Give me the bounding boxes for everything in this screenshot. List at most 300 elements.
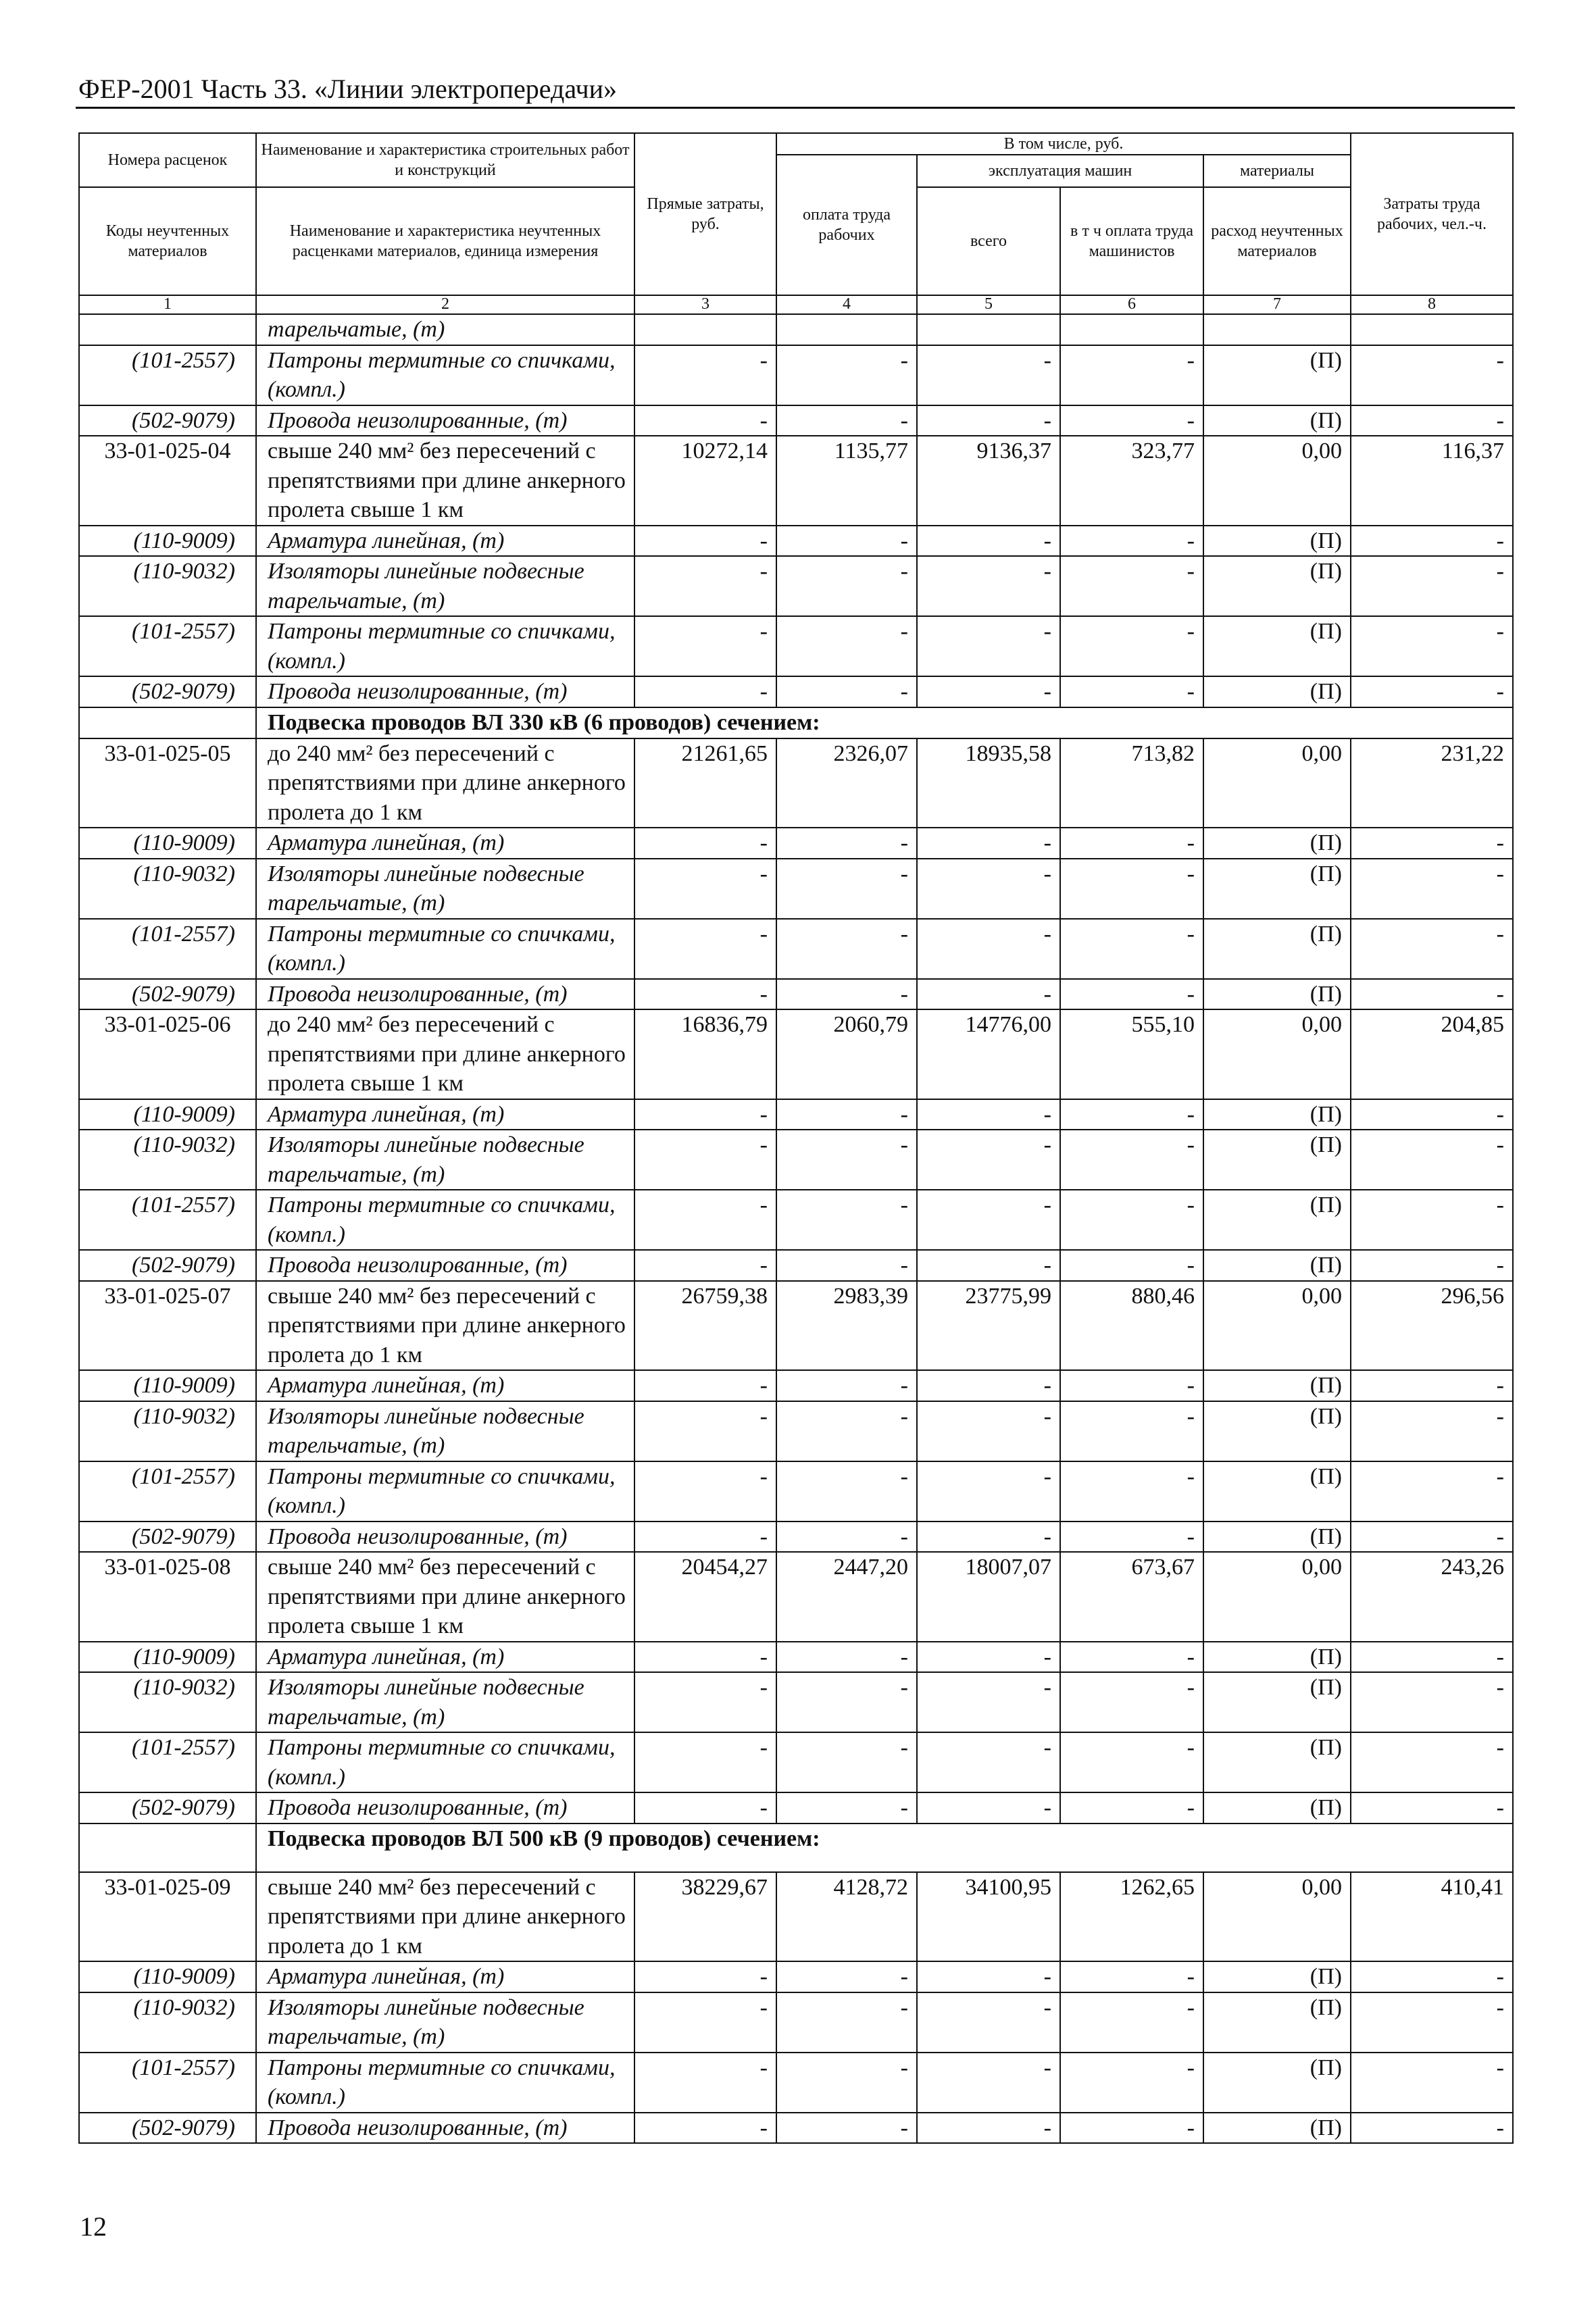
value-cell-col7: 0,00	[1203, 436, 1351, 526]
work-description: свыше 240 мм² без пересечений с препятствиями при длине анкерного пролета свыше 1 км	[256, 436, 634, 526]
value-cell-col4: -	[776, 676, 917, 707]
material-row	[79, 1190, 1513, 1250]
material-code: (502-9079)	[79, 1521, 256, 1553]
material-code: (502-9079)	[79, 2113, 256, 2144]
value-cell-col8: -	[1351, 1672, 1513, 1732]
material-code: (101-2557)	[79, 1190, 256, 1250]
value-cell-col3: -	[634, 1521, 776, 1553]
value-cell-col6: 673,67	[1060, 1552, 1203, 1642]
value-cell-col5: -	[917, 1992, 1060, 2053]
value-cell-col5: 23775,99	[917, 1281, 1060, 1371]
value-cell-col4: -	[776, 556, 917, 616]
col-number: 7	[1203, 295, 1351, 314]
value-cell-col6: -	[1060, 859, 1203, 919]
value-cell-col4: -	[776, 1401, 917, 1461]
value-cell-col7: (П)	[1203, 1672, 1351, 1732]
value-cell-col6: -	[1060, 676, 1203, 707]
value-cell-col6: -	[1060, 556, 1203, 616]
value-cell-col7: (П)	[1203, 1099, 1351, 1130]
value-cell-col6: -	[1060, 2113, 1203, 2144]
value-cell-col5: -	[917, 1401, 1060, 1461]
value-cell-col7: (П)	[1203, 919, 1351, 979]
value-cell-col8: -	[1351, 526, 1513, 557]
value-cell-col8: -	[1351, 919, 1513, 979]
value-cell-col8: 243,26	[1351, 1552, 1513, 1642]
value-cell-col7: (П)	[1203, 676, 1351, 707]
value-cell-col5: -	[917, 1130, 1060, 1190]
header-group: В том числе, руб.	[776, 133, 1351, 155]
value-cell-col6: -	[1060, 405, 1203, 436]
value-cell-col3: -	[634, 1130, 776, 1190]
section-heading: Подвеска проводов ВЛ 330 кВ (6 проводов) сечением:	[256, 707, 1513, 738]
value-cell-col6: -	[1060, 1190, 1203, 1250]
material-code: (101-2557)	[79, 345, 256, 405]
value-cell-col4: 1135,77	[776, 436, 917, 526]
material-row	[79, 1461, 1513, 1521]
value-cell-col5: -	[917, 2053, 1060, 2113]
value-cell-col5: -	[917, 919, 1060, 979]
value-cell-col5: -	[917, 1792, 1060, 1823]
value-cell-col3: 38229,67	[634, 1872, 776, 1962]
value-cell-col8: 116,37	[1351, 436, 1513, 526]
material-code: (502-9079)	[79, 1250, 256, 1281]
material-code: (101-2557)	[79, 2053, 256, 2113]
value-cell-col7: (П)	[1203, 1732, 1351, 1792]
value-cell-col7: (П)	[1203, 2053, 1351, 2113]
value-cell-col4: 2060,79	[776, 1009, 917, 1099]
value-cell-col3: -	[634, 345, 776, 405]
material-code: (101-2557)	[79, 1732, 256, 1792]
value-cell-col3: -	[634, 1642, 776, 1673]
value-cell-col5: -	[917, 676, 1060, 707]
value-cell-col7: (П)	[1203, 1992, 1351, 2053]
value-cell-col4: -	[776, 1792, 917, 1823]
value-cell-col4: -	[776, 1961, 917, 1992]
material-name: Изоляторы линейные подвесные тарельчатые, (т)	[256, 1130, 634, 1190]
value-cell-col4: -	[776, 1732, 917, 1792]
value-cell-col4: -	[776, 616, 917, 676]
col-number: 6	[1060, 295, 1203, 314]
value-cell-col8: -	[1351, 405, 1513, 436]
value-cell-col8: -	[1351, 1130, 1513, 1190]
value-cell-col5: 14776,00	[917, 1009, 1060, 1099]
material-name: Изоляторы линейные подвесные тарельчатые, (т)	[256, 1992, 634, 2053]
material-row	[79, 556, 1513, 616]
value-cell-col8: -	[1351, 1370, 1513, 1401]
value-cell-col6: -	[1060, 1099, 1203, 1130]
material-name: Изоляторы линейные подвесные тарельчатые, (т)	[256, 859, 634, 919]
material-name: Провода неизолированные, (т)	[256, 1250, 634, 1281]
value-cell-col4: -	[776, 828, 917, 859]
value-cell-col7: (П)	[1203, 1792, 1351, 1823]
value-cell-col4: 2447,20	[776, 1552, 917, 1642]
value-cell-col8: -	[1351, 1521, 1513, 1553]
material-row	[79, 1792, 1513, 1823]
material-name: Изоляторы линейные подвесные тарельчатые, (т)	[256, 556, 634, 616]
value-cell-col3: -	[634, 526, 776, 557]
value-cell-col4: -	[776, 1521, 917, 1553]
value-cell-col7: (П)	[1203, 1130, 1351, 1190]
material-row	[79, 526, 1513, 557]
header-col5: всего	[917, 187, 1060, 295]
header-col7: расход неучтенных материалов	[1203, 187, 1351, 295]
value-cell-col5: -	[917, 1642, 1060, 1673]
value-cell-col4: 4128,72	[776, 1872, 917, 1962]
material-code: (110-9009)	[79, 828, 256, 859]
value-cell-col6: 323,77	[1060, 436, 1203, 526]
price-code: 33-01-025-04	[79, 436, 256, 526]
value-cell-col5: 18935,58	[917, 738, 1060, 828]
section-code-cell	[79, 707, 256, 738]
price-row	[79, 1009, 1513, 1099]
material-row	[79, 1992, 1513, 2053]
header-col3: Прямые затраты, руб.	[634, 133, 776, 295]
value-cell-col4: -	[776, 526, 917, 557]
value-cell-col8: -	[1351, 2113, 1513, 2144]
value-cell-col6: -	[1060, 1961, 1203, 1992]
column-numbers-row	[79, 295, 1513, 314]
value-cell-col6: -	[1060, 1521, 1203, 1553]
material-name: Провода неизолированные, (т)	[256, 676, 634, 707]
col-number: 1	[79, 295, 256, 314]
col-number: 5	[917, 295, 1060, 314]
material-name: Патроны термитные со спичками, (компл.)	[256, 1732, 634, 1792]
value-cell-col4: -	[776, 919, 917, 979]
value-cell-col4: -	[776, 405, 917, 436]
material-code: (502-9079)	[79, 979, 256, 1010]
price-code: 33-01-025-05	[79, 738, 256, 828]
value-cell-col3: -	[634, 556, 776, 616]
value-cell-col3: -	[634, 1099, 776, 1130]
value-cell-col4	[776, 314, 917, 345]
material-row	[79, 345, 1513, 405]
material-name: Изоляторы линейные подвесные тарельчатые, (т)	[256, 1672, 634, 1732]
value-cell-col6	[1060, 314, 1203, 345]
value-cell-col6: -	[1060, 1992, 1203, 2053]
value-cell-col5: -	[917, 1961, 1060, 1992]
value-cell-col5: -	[917, 1190, 1060, 1250]
material-row	[79, 616, 1513, 676]
value-cell-col8: -	[1351, 1401, 1513, 1461]
value-cell-col3: -	[634, 1401, 776, 1461]
header-machines: эксплуатация машин	[917, 155, 1203, 187]
value-cell-col3: -	[634, 2053, 776, 2113]
material-row	[79, 1250, 1513, 1281]
value-cell-col5: -	[917, 1732, 1060, 1792]
material-name: Патроны термитные со спичками, (компл.)	[256, 2053, 634, 2113]
value-cell-col5: -	[917, 859, 1060, 919]
material-code: (110-9009)	[79, 1961, 256, 1992]
value-cell-col4: 2326,07	[776, 738, 917, 828]
page-header-title: ФЕР-2001 Часть 33. «Линии электропередачи»	[78, 74, 618, 104]
material-row	[79, 1521, 1513, 1553]
value-cell-col8: -	[1351, 676, 1513, 707]
material-code: (110-9032)	[79, 1401, 256, 1461]
value-cell-col4: -	[776, 859, 917, 919]
value-cell-col3: -	[634, 1672, 776, 1732]
value-cell-col6: -	[1060, 828, 1203, 859]
material-name: тарельчатые, (т)	[256, 314, 634, 345]
material-name: Изоляторы линейные подвесные тарельчатые, (т)	[256, 1401, 634, 1461]
work-description: свыше 240 мм² без пересечений с препятствиями при длине анкерного пролета до 1 км	[256, 1281, 634, 1371]
value-cell-col3: -	[634, 1250, 776, 1281]
value-cell-col8: -	[1351, 828, 1513, 859]
section-code-cell	[79, 1823, 256, 1872]
value-cell-col8: -	[1351, 1992, 1513, 2053]
col-number: 4	[776, 295, 917, 314]
material-name: Провода неизолированные, (т)	[256, 405, 634, 436]
header-col1-top: Номера расценок	[79, 133, 256, 187]
material-row	[79, 1672, 1513, 1732]
page-number: 12	[80, 2211, 107, 2242]
material-row	[79, 979, 1513, 1010]
value-cell-col4: -	[776, 1992, 917, 2053]
value-cell-col6: -	[1060, 616, 1203, 676]
col-number: 3	[634, 295, 776, 314]
value-cell-col3: -	[634, 1461, 776, 1521]
material-row	[79, 1642, 1513, 1673]
work-description: до 240 мм² без пересечений с препятствиями при длине анкерного пролета до 1 км	[256, 738, 634, 828]
col-number: 2	[256, 295, 634, 314]
value-cell-col7: (П)	[1203, 556, 1351, 616]
value-cell-col5: -	[917, 1672, 1060, 1732]
material-row	[79, 1370, 1513, 1401]
value-cell-col4: -	[776, 979, 917, 1010]
material-row	[79, 859, 1513, 919]
value-cell-col8: -	[1351, 556, 1513, 616]
value-cell-col8: -	[1351, 979, 1513, 1010]
value-cell-col6: -	[1060, 1461, 1203, 1521]
value-cell-col5: -	[917, 556, 1060, 616]
material-row	[79, 2053, 1513, 2113]
price-row	[79, 1281, 1513, 1371]
material-row	[79, 1732, 1513, 1792]
material-name: Провода неизолированные, (т)	[256, 1792, 634, 1823]
value-cell-col7: (П)	[1203, 1961, 1351, 1992]
value-cell-col6: -	[1060, 1642, 1203, 1673]
value-cell-col5	[917, 314, 1060, 345]
table-body	[79, 314, 1513, 2143]
value-cell-col5: 18007,07	[917, 1552, 1060, 1642]
material-name: Патроны термитные со спичками, (компл.)	[256, 1461, 634, 1521]
value-cell-col6: -	[1060, 1130, 1203, 1190]
value-cell-col5: -	[917, 1461, 1060, 1521]
value-cell-col7: 0,00	[1203, 1281, 1351, 1371]
section-heading-row	[79, 707, 1513, 738]
value-cell-col5: -	[917, 1250, 1060, 1281]
value-cell-col8	[1351, 314, 1513, 345]
value-cell-col5: -	[917, 1370, 1060, 1401]
value-cell-col6: -	[1060, 345, 1203, 405]
work-description: до 240 мм² без пересечений с препятствиями при длине анкерного пролета свыше 1 км	[256, 1009, 634, 1099]
material-name: Арматура линейная, (т)	[256, 1961, 634, 1992]
value-cell-col6: -	[1060, 919, 1203, 979]
value-cell-col7: (П)	[1203, 616, 1351, 676]
header-col2-top: Наименование и характеристика строительных работ и конструкций	[256, 133, 634, 187]
material-row	[79, 676, 1513, 707]
value-cell-col7: (П)	[1203, 1190, 1351, 1250]
value-cell-col3	[634, 314, 776, 345]
material-name: Арматура линейная, (т)	[256, 1099, 634, 1130]
section-heading-row	[79, 1823, 1513, 1872]
material-code: (110-9032)	[79, 1992, 256, 2053]
value-cell-col3: -	[634, 1732, 776, 1792]
value-cell-col6: -	[1060, 1250, 1203, 1281]
header-materials: материалы	[1203, 155, 1351, 187]
value-cell-col8: -	[1351, 1250, 1513, 1281]
material-row	[79, 1099, 1513, 1130]
price-row	[79, 436, 1513, 526]
material-code: (110-9032)	[79, 556, 256, 616]
value-cell-col5: -	[917, 2113, 1060, 2144]
value-cell-col4: -	[776, 1250, 917, 1281]
value-cell-col5: 9136,37	[917, 436, 1060, 526]
value-cell-col7: (П)	[1203, 1642, 1351, 1673]
value-cell-col5: -	[917, 616, 1060, 676]
material-name: Патроны термитные со спичками, (компл.)	[256, 616, 634, 676]
value-cell-col3: -	[634, 1792, 776, 1823]
value-cell-col7: (П)	[1203, 1250, 1351, 1281]
value-cell-col7	[1203, 314, 1351, 345]
value-cell-col6: 1262,65	[1060, 1872, 1203, 1962]
value-cell-col5: -	[917, 345, 1060, 405]
material-row	[79, 828, 1513, 859]
value-cell-col3: -	[634, 859, 776, 919]
value-cell-col6: -	[1060, 1401, 1203, 1461]
value-cell-col7: (П)	[1203, 345, 1351, 405]
header-col2-bottom: Наименование и характеристика неучтенных расценками материалов, единица измерения	[256, 187, 634, 295]
price-code: 33-01-025-06	[79, 1009, 256, 1099]
value-cell-col5: 34100,95	[917, 1872, 1060, 1962]
material-code: (101-2557)	[79, 1461, 256, 1521]
value-cell-col4: -	[776, 345, 917, 405]
material-name: Патроны термитные со спичками, (компл.)	[256, 1190, 634, 1250]
material-row	[79, 1961, 1513, 1992]
value-cell-col4: -	[776, 1130, 917, 1190]
material-row	[79, 314, 1513, 345]
value-cell-col3: -	[634, 1370, 776, 1401]
value-cell-col3: -	[634, 405, 776, 436]
material-name: Провода неизолированные, (т)	[256, 2113, 634, 2144]
material-name: Арматура линейная, (т)	[256, 526, 634, 557]
material-name: Арматура линейная, (т)	[256, 828, 634, 859]
price-code: 33-01-025-08	[79, 1552, 256, 1642]
material-name: Арматура линейная, (т)	[256, 1370, 634, 1401]
header-rule	[76, 107, 1515, 109]
value-cell-col6: -	[1060, 979, 1203, 1010]
material-name: Патроны термитные со спичками, (компл.)	[256, 345, 634, 405]
price-row	[79, 1872, 1513, 1962]
value-cell-col6: -	[1060, 2053, 1203, 2113]
material-name: Провода неизолированные, (т)	[256, 979, 634, 1010]
value-cell-col3: -	[634, 1992, 776, 2053]
price-table	[78, 132, 1514, 2144]
section-heading: Подвеска проводов ВЛ 500 кВ (9 проводов) сечением:	[256, 1823, 1513, 1872]
work-description: свыше 240 мм² без пересечений с препятствиями при длине анкерного пролета свыше 1 км	[256, 1552, 634, 1642]
value-cell-col7: (П)	[1203, 979, 1351, 1010]
value-cell-col8: -	[1351, 1190, 1513, 1250]
work-description: свыше 240 мм² без пересечений с препятствиями при длине анкерного пролета до 1 км	[256, 1872, 634, 1962]
value-cell-col8: -	[1351, 1642, 1513, 1673]
value-cell-col4: -	[776, 2113, 917, 2144]
material-code: (101-2557)	[79, 616, 256, 676]
value-cell-col7: (П)	[1203, 1401, 1351, 1461]
value-cell-col5: -	[917, 405, 1060, 436]
value-cell-col3: -	[634, 919, 776, 979]
value-cell-col4: -	[776, 1099, 917, 1130]
value-cell-col8: 410,41	[1351, 1872, 1513, 1962]
value-cell-col6: -	[1060, 1732, 1203, 1792]
value-cell-col7: 0,00	[1203, 1552, 1351, 1642]
material-code: (101-2557)	[79, 919, 256, 979]
value-cell-col6: -	[1060, 1792, 1203, 1823]
value-cell-col8: 296,56	[1351, 1281, 1513, 1371]
material-code: (110-9032)	[79, 1672, 256, 1732]
value-cell-col6: 880,46	[1060, 1281, 1203, 1371]
value-cell-col8: -	[1351, 2053, 1513, 2113]
value-cell-col6: -	[1060, 1370, 1203, 1401]
value-cell-col8: -	[1351, 1461, 1513, 1521]
value-cell-col4: -	[776, 1370, 917, 1401]
material-code: (110-9009)	[79, 1642, 256, 1673]
value-cell-col6: -	[1060, 526, 1203, 557]
value-cell-col6: -	[1060, 1672, 1203, 1732]
material-row	[79, 919, 1513, 979]
material-name: Арматура линейная, (т)	[256, 1642, 634, 1673]
value-cell-col8: -	[1351, 1961, 1513, 1992]
price-code: 33-01-025-09	[79, 1872, 256, 1962]
value-cell-col3: -	[634, 979, 776, 1010]
material-code: (110-9009)	[79, 1370, 256, 1401]
material-name: Патроны термитные со спичками, (компл.)	[256, 919, 634, 979]
value-cell-col3: -	[634, 2113, 776, 2144]
value-cell-col3: -	[634, 1190, 776, 1250]
price-row	[79, 738, 1513, 828]
value-cell-col5: -	[917, 1099, 1060, 1130]
value-cell-col6: 555,10	[1060, 1009, 1203, 1099]
value-cell-col3: 21261,65	[634, 738, 776, 828]
material-code: (110-9009)	[79, 526, 256, 557]
value-cell-col5: -	[917, 526, 1060, 557]
value-cell-col3: 26759,38	[634, 1281, 776, 1371]
value-cell-col8: -	[1351, 1099, 1513, 1130]
value-cell-col7: (П)	[1203, 405, 1351, 436]
value-cell-col8: -	[1351, 1732, 1513, 1792]
header-col1-bottom: Коды неучтенных материалов	[79, 187, 256, 295]
price-row	[79, 1552, 1513, 1642]
price-code: 33-01-025-07	[79, 1281, 256, 1371]
value-cell-col6: 713,82	[1060, 738, 1203, 828]
value-cell-col7: (П)	[1203, 859, 1351, 919]
value-cell-col8: -	[1351, 859, 1513, 919]
material-code: (110-9032)	[79, 859, 256, 919]
header-col8: Затраты труда рабочих, чел.-ч.	[1351, 133, 1513, 295]
col-number: 8	[1351, 295, 1513, 314]
material-row	[79, 405, 1513, 436]
material-code	[79, 314, 256, 345]
value-cell-col8: -	[1351, 345, 1513, 405]
value-cell-col4: -	[776, 1190, 917, 1250]
value-cell-col3: 10272,14	[634, 436, 776, 526]
value-cell-col5: -	[917, 1521, 1060, 1553]
value-cell-col3: -	[634, 616, 776, 676]
value-cell-col8: 231,22	[1351, 738, 1513, 828]
value-cell-col8: -	[1351, 1792, 1513, 1823]
material-code: (502-9079)	[79, 405, 256, 436]
material-code: (110-9009)	[79, 1099, 256, 1130]
material-code: (110-9032)	[79, 1130, 256, 1190]
value-cell-col8: -	[1351, 616, 1513, 676]
